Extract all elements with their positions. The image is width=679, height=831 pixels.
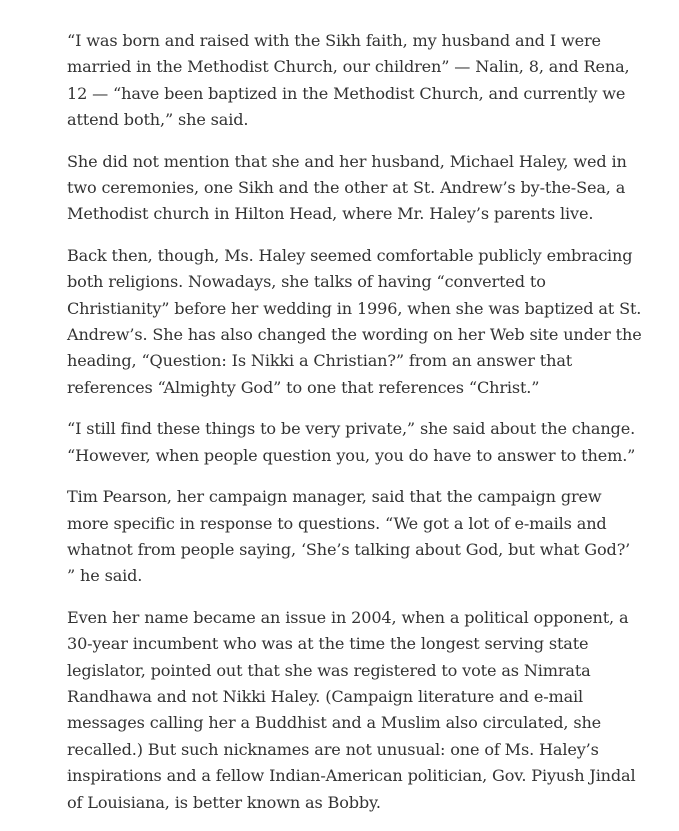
article-body (67, 28, 643, 831)
article-paragraph: “I still find these things to be very private,” she said about the change. “However, when people question you, you do have to answer to them.” (67, 419, 636, 465)
article-paragraph: “I was born and raised with the Sikh faith, my husband and I were married in the Methodist Church, our children” — Nalin, 8, and Rena, 12 — “have been baptized in the Methodist Church, and currently we attend both,” she said. (67, 31, 630, 130)
article-paragraph: Back then, though, Ms. Haley seemed comfortable publicly embracing both religions. Nowadays, she talks of having “converted to Christianity” before her wedding in 1996, when she was baptized at St. Andrew’s. She has also changed the wording on her Web site under the heading, “Question: Is Nikki a Christian?” from an answer that references “Almighty God” to one that references “Christ.” (67, 245, 642, 397)
article-paragraph: Even her name became an issue in 2004, when a political opponent, a 30-year incumbent who was at the time the longest serving state legislator, pointed out that she was registered to vote as Nimrata Randhawa and not Nikki Haley. (Campaign literature and e-mail messages calling her a Buddhist and a Muslim also circulated, she recalled.) But such nicknames are not unusual: one of Ms. Haley’s inspirations and a fellow Indian-American politician, Gov. Piyush Jindal of Louisiana, is better known as Bobby. (67, 607, 636, 812)
article-paragraph: Tim Pearson, her campaign manager, said that the campaign grew more specific in response to questions. “We got a lot of e-mails and whatnot from people saying, ‘She’s talking about God, but what God?’ ” he said. (67, 487, 631, 586)
article-paragraph: She did not mention that she and her husband, Michael Haley, wed in two ceremonies, one Sikh and the other at St. Andrew’s by-the-Sea, a Methodist church in Hilton Head, where Mr. Haley’s parents live. (67, 151, 627, 224)
